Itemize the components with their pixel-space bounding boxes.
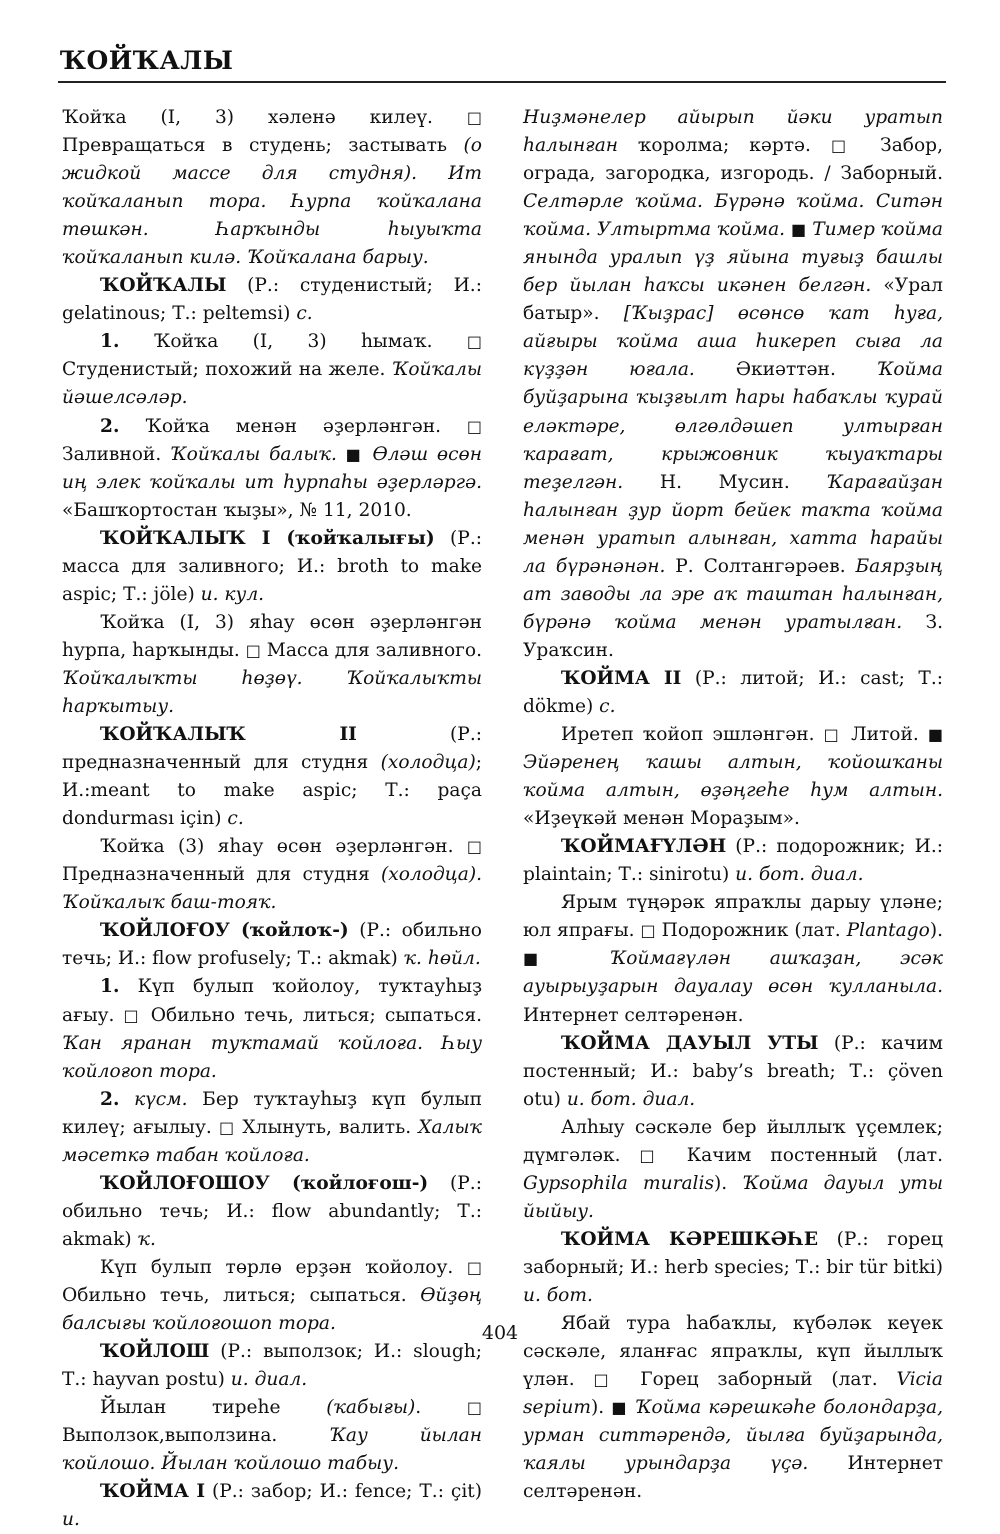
- italic-text: Ҡоймағүлән ашҡаҙан, эсәк ауырыуҙарын дауалау өсөн ҡулланыла.: [523, 948, 943, 998]
- text-run: □: [466, 837, 482, 857]
- dictionary-paragraph: [62, 1170, 482, 1254]
- headword: ҠОЙҠАЛЫҠ II: [100, 724, 357, 746]
- headword: ҠОЙҠАЛЫ: [100, 275, 227, 297]
- italic-text: ҡ.: [137, 1228, 156, 1250]
- headword: ҠОЙҠАЛЫҠ I (ҡойҡалығы): [100, 527, 435, 549]
- headword: 2.: [100, 415, 120, 437]
- text-run: (Р.: студенистый; И.: gelatinous; Т.: peltemsi): [62, 275, 482, 325]
- italic-text: (холодца): [380, 752, 476, 774]
- italic-text: Ниҙмәнелер айырып йәки уратып һалынған: [523, 107, 943, 157]
- running-head: ҠОЙҠАЛЫ: [60, 46, 234, 75]
- text-run: Н. Мусин.: [623, 471, 827, 493]
- italic-text: с.: [227, 808, 244, 830]
- italic-text: [Ҡыҙрас] өсөнсө ҡат һуға, айғыры ҡойма аша һикереп сыға ла күҙҙән юғала.: [523, 303, 943, 381]
- dictionary-paragraph: [62, 973, 482, 1085]
- text-run: «Иҙеүкәй менән Мораҙым».: [523, 808, 800, 830]
- text-run: Хлынуть, валить.: [235, 1116, 419, 1138]
- text-run: .: [415, 1397, 467, 1419]
- dictionary-paragraph: [62, 272, 482, 328]
- italic-text: с.: [296, 303, 313, 325]
- dictionary-paragraph: [62, 609, 482, 721]
- text-run: (Р.: обильно течь; И.: flow profusely; Т.: akmak): [62, 920, 482, 970]
- dictionary-paragraph: [523, 1030, 943, 1114]
- italic-text: күсм.: [119, 1088, 188, 1110]
- text-run: ■: [345, 444, 364, 464]
- text-run: □: [466, 108, 482, 127]
- text-run: Масса для заливного.: [260, 639, 483, 661]
- text-run: Заливной.: [62, 443, 171, 465]
- text-run: «Урал батыр».: [523, 275, 943, 325]
- text-run: □: [466, 1398, 482, 1418]
- italic-text: Селтәрле ҡойма. Бүрәнә ҡойма. Ситән ҡойма. Ултыртма ҡойма.: [523, 191, 943, 241]
- text-run: Алһыу сәскәле бер йыллыҡ үҫемлек; дүмгәләк.: [523, 1116, 943, 1166]
- text-run: Интернет селтәренән.: [523, 1453, 943, 1503]
- dictionary-paragraph: [523, 721, 943, 833]
- headword: 1.: [100, 976, 120, 998]
- text-run: Күп булып ҡойолоу, туҡтауһыҙ ағыу.: [62, 976, 482, 1026]
- text-run: (Р.: масса для заливного; И.: broth to make aspic; Т.: jöle): [62, 527, 482, 605]
- dictionary-paragraph: [62, 1394, 482, 1478]
- text-run: Литой.: [841, 724, 928, 746]
- italic-text: и. бот. диал.: [566, 1088, 696, 1110]
- text-run: Предназначенный для студня: [62, 864, 382, 886]
- text-run: □: [466, 416, 482, 436]
- dictionary-paragraph: [62, 721, 482, 833]
- text-run: ; И.:meant to make aspic; Т.: paça dondurması için): [62, 752, 482, 830]
- text-run: ■: [611, 1398, 628, 1418]
- dictionary-paragraph: [523, 1226, 943, 1310]
- text-run: Обильно течь, литься; сыпаться.: [62, 1284, 421, 1306]
- text-run: □: [593, 1370, 622, 1390]
- italic-text: (ҡабығы): [326, 1397, 416, 1419]
- text-run: □: [245, 640, 261, 660]
- italic-text: Эйәренең ҡашы алтын, ҡойошҡаны ҡойма алтын, өҙәңгеһе һум алтын.: [523, 752, 943, 802]
- text-run: (Р.: выползок; И.: slough; Т.: hayvan postu): [62, 1341, 482, 1391]
- italic-text: (холодца). Ҡойҡалыҡ баш-тояҡ.: [62, 864, 482, 914]
- left-column: [62, 104, 482, 1534]
- italic-text: Vicia sepium: [523, 1369, 943, 1419]
- text-run: Бер туҡтауһыҙ күп булып килеү; ағылыу.: [62, 1088, 482, 1138]
- italic-text: Өләш өсөн иң элек ҡойҡалы ит һурпаһы әҙерләргә.: [62, 443, 482, 493]
- italic-text: Ҡойма кәрешкәһе болондарҙа, урман ситтәрендә, йылға буйҙарында, ҡаялы урындарҙа үҫә.: [523, 1397, 943, 1475]
- italic-text: и. диал.: [230, 1369, 308, 1391]
- dictionary-paragraph: [62, 1086, 482, 1170]
- italic-text: ҡ. һөйл.: [403, 948, 481, 970]
- italic-text: Ҡойҡалы йәшелсәләр.: [62, 359, 482, 409]
- italic-text: Gypsophila muralis: [523, 1172, 714, 1194]
- headword: ҠОЙЛОШ: [100, 1341, 210, 1363]
- text-run: Йылан тиреһе: [100, 1397, 327, 1419]
- text-run: (Р.: подорожник; И.: plaintain; Т.: sinirotu): [523, 836, 943, 886]
- italic-text: Баярҙың ат заводы ла эре аҡ таштан һалынған, бүрәнә ҡойма менән уратылған.: [523, 555, 943, 633]
- italic-text: Ҡан яранан туҡтамай ҡойлоға. Һыу ҡойлоғоп тора.: [62, 1032, 482, 1082]
- text-run: (Р.: горец заборный; И.: herb species; Т.: bir tür bitki): [523, 1228, 943, 1278]
- text-run: Әкиәттән.: [694, 359, 877, 381]
- text-run: ■: [791, 220, 807, 240]
- dictionary-paragraph: [62, 104, 482, 272]
- dictionary-paragraph: [62, 833, 482, 917]
- text-run: Интернет селтәренән.: [523, 1004, 744, 1026]
- text-run: Күп булып төрлө ерҙән ҡойолоу.: [100, 1256, 467, 1278]
- text-run: Р. Солтангәрәев.: [665, 555, 856, 577]
- italic-text: (о жидкой массе для студня). Ит ҡойҡаланып тора. Һурпа ҡойҡалана төшкән. Һарҡынды һыуыҡта ҡойҡаланып килә. Ҡойҡалана барыу.: [62, 135, 482, 269]
- headword: 1.: [100, 331, 120, 353]
- text-run: ҡоролма; кәртә.: [618, 135, 831, 157]
- dictionary-paragraph: [523, 889, 943, 1029]
- italic-text: и. бот. диал.: [735, 864, 864, 886]
- text-run: ■: [927, 725, 944, 745]
- text-run: □: [466, 332, 482, 352]
- text-run: ■: [523, 949, 571, 969]
- text-run: Иретеп ҡойоп эшләнгән.: [561, 724, 824, 746]
- dictionary-paragraph: [62, 917, 482, 973]
- italic-text: и. кул.: [200, 583, 265, 605]
- italic-text: и. бот.: [523, 1284, 593, 1306]
- text-run: Ҡойҡа (I, 3) яһау өсөн әҙерләнгән һурпа, һарҡынды.: [62, 611, 482, 661]
- italic-text: Plantago: [846, 920, 930, 942]
- text-run: Превращаться в студень; застывать: [62, 135, 464, 157]
- italic-text: Ҡау йылан ҡойлошо. Йылан ҡойлошо табыу.: [62, 1425, 482, 1475]
- headword: ҠОЙМА II: [561, 667, 682, 689]
- text-run: (Р.: предназначенный для студня: [62, 724, 482, 774]
- headword: ҠОЙМА КӘРЕШКӘҺЕ: [561, 1228, 819, 1250]
- italic-text: Ҡойма буйҙарына ҡыҙғылт һары һабаҡлы ҡурай еләктәре, өлгөлдәшеп ултырған ҡарағат, крыжовник ҡыуаҡтары теҙелгән.: [523, 359, 943, 493]
- text-run: □: [640, 921, 656, 941]
- dictionary-paragraph: [523, 104, 943, 665]
- text-run: (Р.: обильно течь; И.: flow abundantly; Т.: akmak): [62, 1172, 482, 1250]
- italic-text: Халыҡ мәсеткә табан ҡойлоға.: [62, 1116, 482, 1166]
- text-run: □: [830, 136, 861, 156]
- italic-text: с.: [599, 695, 616, 717]
- headword: ҠОЙЛОҒОШОУ (ҡойлоғош-): [100, 1172, 429, 1194]
- text-run: □: [123, 1005, 142, 1025]
- text-run: Ҡойҡа (I, 3) һымаҡ.: [119, 331, 467, 353]
- dictionary-paragraph: [62, 413, 482, 525]
- headword: ҠОЙЛОҒОУ (ҡойлоҡ-): [100, 920, 349, 942]
- header-rule: [58, 81, 946, 83]
- text-run: Ҡойҡа (I, 3) хәленә килеү.: [62, 107, 467, 128]
- text-run: ).: [591, 1397, 612, 1419]
- text-run: □: [639, 1145, 668, 1165]
- right-column: [523, 104, 943, 1506]
- page-number: 404: [481, 1322, 519, 1344]
- headword: ҠОЙМАҒҮЛӘН: [561, 836, 727, 858]
- italic-text: Ҡойма дауыл уты йыйыу.: [523, 1172, 944, 1222]
- text-run: □: [823, 725, 842, 745]
- italic-text: Тимер ҡойма янында уралып үҙ яйына туғыҙ башлы бер йылан һаҡсы икәнен белгән.: [523, 219, 943, 297]
- text-run: Выползок,выползина.: [62, 1425, 330, 1447]
- text-run: «Башҡортостан ҡыҙы», № 11, 2010.: [62, 499, 412, 521]
- headword: ҠОЙМА ДАУЫЛ УТЫ: [561, 1032, 819, 1054]
- dictionary-paragraph: [62, 525, 482, 609]
- text-run: ).: [929, 920, 943, 942]
- dictionary-paragraph: [62, 1478, 482, 1534]
- text-run: ).: [714, 1172, 743, 1194]
- text-run: (Р.: литой; И.: cast; Т.: dökme): [523, 667, 943, 717]
- text-run: Ҡойҡа (3) яһау өсөн әҙерләнгән.: [100, 836, 467, 858]
- text-run: З. Ураҡсин.: [523, 611, 943, 661]
- text-run: Обильно течь, литься; сыпаться.: [141, 1004, 482, 1026]
- text-run: Забор, ограда, загородка, изгородь. / Заборный.: [523, 135, 943, 185]
- text-run: Ярым түңәрәк япраҡлы дарыу үләне; юл япрағы.: [523, 892, 943, 942]
- dictionary-paragraph: [523, 665, 943, 721]
- italic-text: Өйҙөң балсығы ҡойлоғошоп тора.: [62, 1284, 482, 1335]
- text-run: □: [466, 1257, 482, 1277]
- dictionary-paragraph: [523, 1114, 943, 1226]
- dictionary-paragraph: [523, 833, 943, 889]
- dictionary-paragraph: [62, 328, 482, 412]
- text-run: (Р.: качим постенный; И.: baby’s breath; Т.: çöven otu): [523, 1032, 943, 1110]
- text-run: Студенистый; похожий на желе.: [62, 359, 392, 381]
- italic-text: Ҡойҡалыҡты һөҙөү. Ҡойҡалыҡты һарҡытыу.: [62, 667, 482, 717]
- italic-text: и.: [62, 1509, 80, 1531]
- italic-text: Ҡарағайҙан һалынған ҙур йорт бейек таҡта ҡойма менән уратып алынған, хатта һарайы ла бүрәнәнән.: [523, 471, 943, 577]
- text-run: □: [218, 1117, 236, 1137]
- text-run: Горец заборный (лат.: [621, 1369, 897, 1391]
- headword: 2.: [100, 1088, 120, 1110]
- italic-text: Ҡойҡалы балыҡ.: [170, 443, 346, 465]
- text-run: Ябай тура һабаҡлы, күбәләк кеүек сәскәле, яланғас япраҡлы, күп йыллыҡ үлән.: [523, 1313, 943, 1391]
- text-run: (Р.: забор; И.: fence; Т.: çit): [205, 1481, 482, 1503]
- text-run: Качим постенный (лат.: [667, 1144, 943, 1166]
- headword: ҠОЙМА I: [100, 1481, 206, 1503]
- dictionary-paragraph: [62, 1338, 482, 1394]
- text-run: Ҡойҡа менән әҙерләнгән.: [119, 415, 467, 437]
- text-run: Подорожник (лат.: [655, 920, 847, 942]
